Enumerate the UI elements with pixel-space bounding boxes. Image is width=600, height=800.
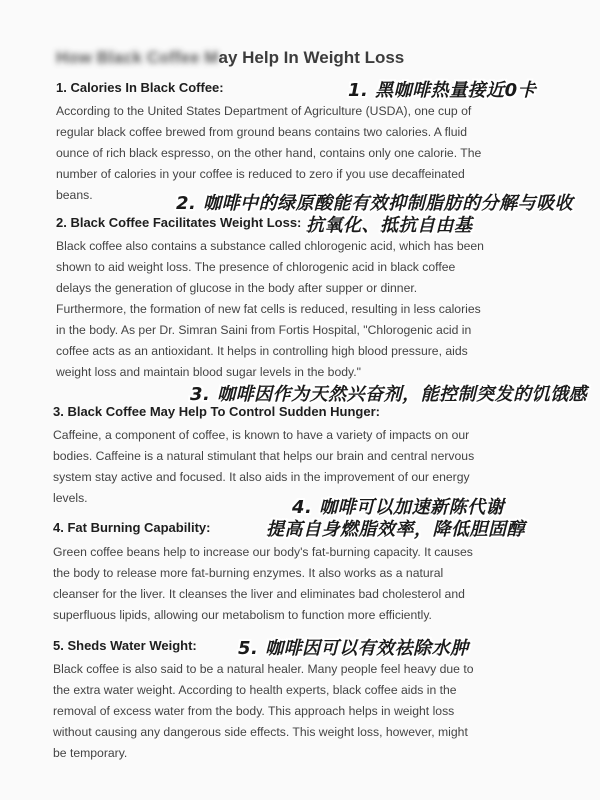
paragraph-line: Black coffee also contains a substance called chlorogenic acid, which has been (56, 239, 484, 253)
annotation-4-line-1: 4. 咖啡可以加速新陈代谢 (292, 497, 505, 518)
section-5-heading: 5. Sheds Water Weight: (53, 638, 197, 653)
paragraph-line: the extra water weight. According to health experts, black coffee aids in the (53, 683, 457, 697)
paragraph-line: Furthermore, the formation of new fat cells is reduced, resulting in less calories (56, 302, 481, 316)
annotation-4-line-2: 提高自身燃脂效率，降低胆固醇 (266, 519, 525, 540)
paragraph-line: superfluous lipids, allowing our metabolism to function more efficiently. (53, 608, 432, 622)
paragraph-line: cleanser for the liver. It cleanses the liver and eliminates bad cholesterol and (53, 587, 465, 601)
paragraph-line: system stay active and focused. It also aids in the improvement of our energy (53, 470, 470, 484)
title-visible-part: ay Help In Weight Loss (218, 48, 405, 67)
paragraph-line: be temporary. (53, 746, 128, 760)
paragraph-line: number of calories in your coffee is reduced to zero if you use decaffeinated (56, 167, 465, 181)
annotation-5: 5. 咖啡因可以有效祛除水肿 (238, 638, 469, 659)
section-2-heading: 2. Black Coffee Facilitates Weight Loss: (56, 215, 302, 230)
annotation-3: 3. 咖啡因作为天然兴奋剂，能控制突发的饥饿感 (190, 384, 588, 405)
paragraph-line: the body to release more fat-burning enzymes. It also works as a natural (53, 566, 444, 580)
paragraph-line: bodies. Caffeine is a natural stimulant that helps our brain and central nervous (53, 449, 475, 463)
paragraph-line: Green coffee beans help to increase our body's fat-burning capacity. It causes (53, 545, 473, 559)
paragraph-line: beans. (56, 188, 93, 202)
annotation-2-line-1: 2. 咖啡中的绿原酸能有效抑制脂肪的分解与吸收 (176, 193, 574, 214)
article-title (56, 48, 404, 68)
section-5-body (53, 659, 553, 764)
section-1-heading: 1. Calories In Black Coffee: (56, 80, 224, 95)
paragraph-line: coffee acts as an antioxidant. It helps in controlling high blood pressure, aids (56, 344, 468, 358)
annotation-1: 1. 黑咖啡热量接近0卡 (348, 80, 537, 101)
section-2-body (56, 236, 556, 383)
paragraph-line: Black coffee is also said to be a natural healer. Many people feel heavy due to (53, 662, 474, 676)
paragraph-line: in the body. As per Dr. Simran Saini from Fortis Hospital, "Chlorogenic acid in (56, 323, 472, 337)
paragraph-line: Caffeine, a component of coffee, is known to have a variety of impacts on our (53, 428, 470, 442)
annotation-2-line-2: 抗氧化、抵抗自由基 (306, 215, 473, 236)
paragraph-line: removal of excess water from the body. This approach helps in weight loss (53, 704, 455, 718)
paragraph-line: According to the United States Department of Agriculture (USDA), one cup of (56, 104, 472, 118)
section-3-heading: 3. Black Coffee May Help To Control Sudden Hunger: (53, 404, 380, 419)
paragraph-line: shown to aid weight loss. The presence of chlorogenic acid in black coffee (56, 260, 456, 274)
section-4-heading: 4. Fat Burning Capability: (53, 520, 211, 535)
title-blurred-part: How Black Coffee M (56, 48, 219, 67)
paragraph-line: levels. (53, 491, 88, 505)
paragraph-line: delays the generation of glucose in the body after supper or dinner. (56, 281, 418, 295)
paragraph-line: without causing any dangerous side effects. This weight loss, however, might (53, 725, 468, 739)
paragraph-line: ounce of rich black espresso, on the other hand, contains only one calorie. The (56, 146, 482, 160)
paragraph-line: weight loss and maintain blood sugar levels in the body." (56, 365, 361, 379)
section-4-body (53, 542, 553, 626)
paragraph-line: regular black coffee brewed from ground beans contains two calories. A fluid (56, 125, 467, 139)
